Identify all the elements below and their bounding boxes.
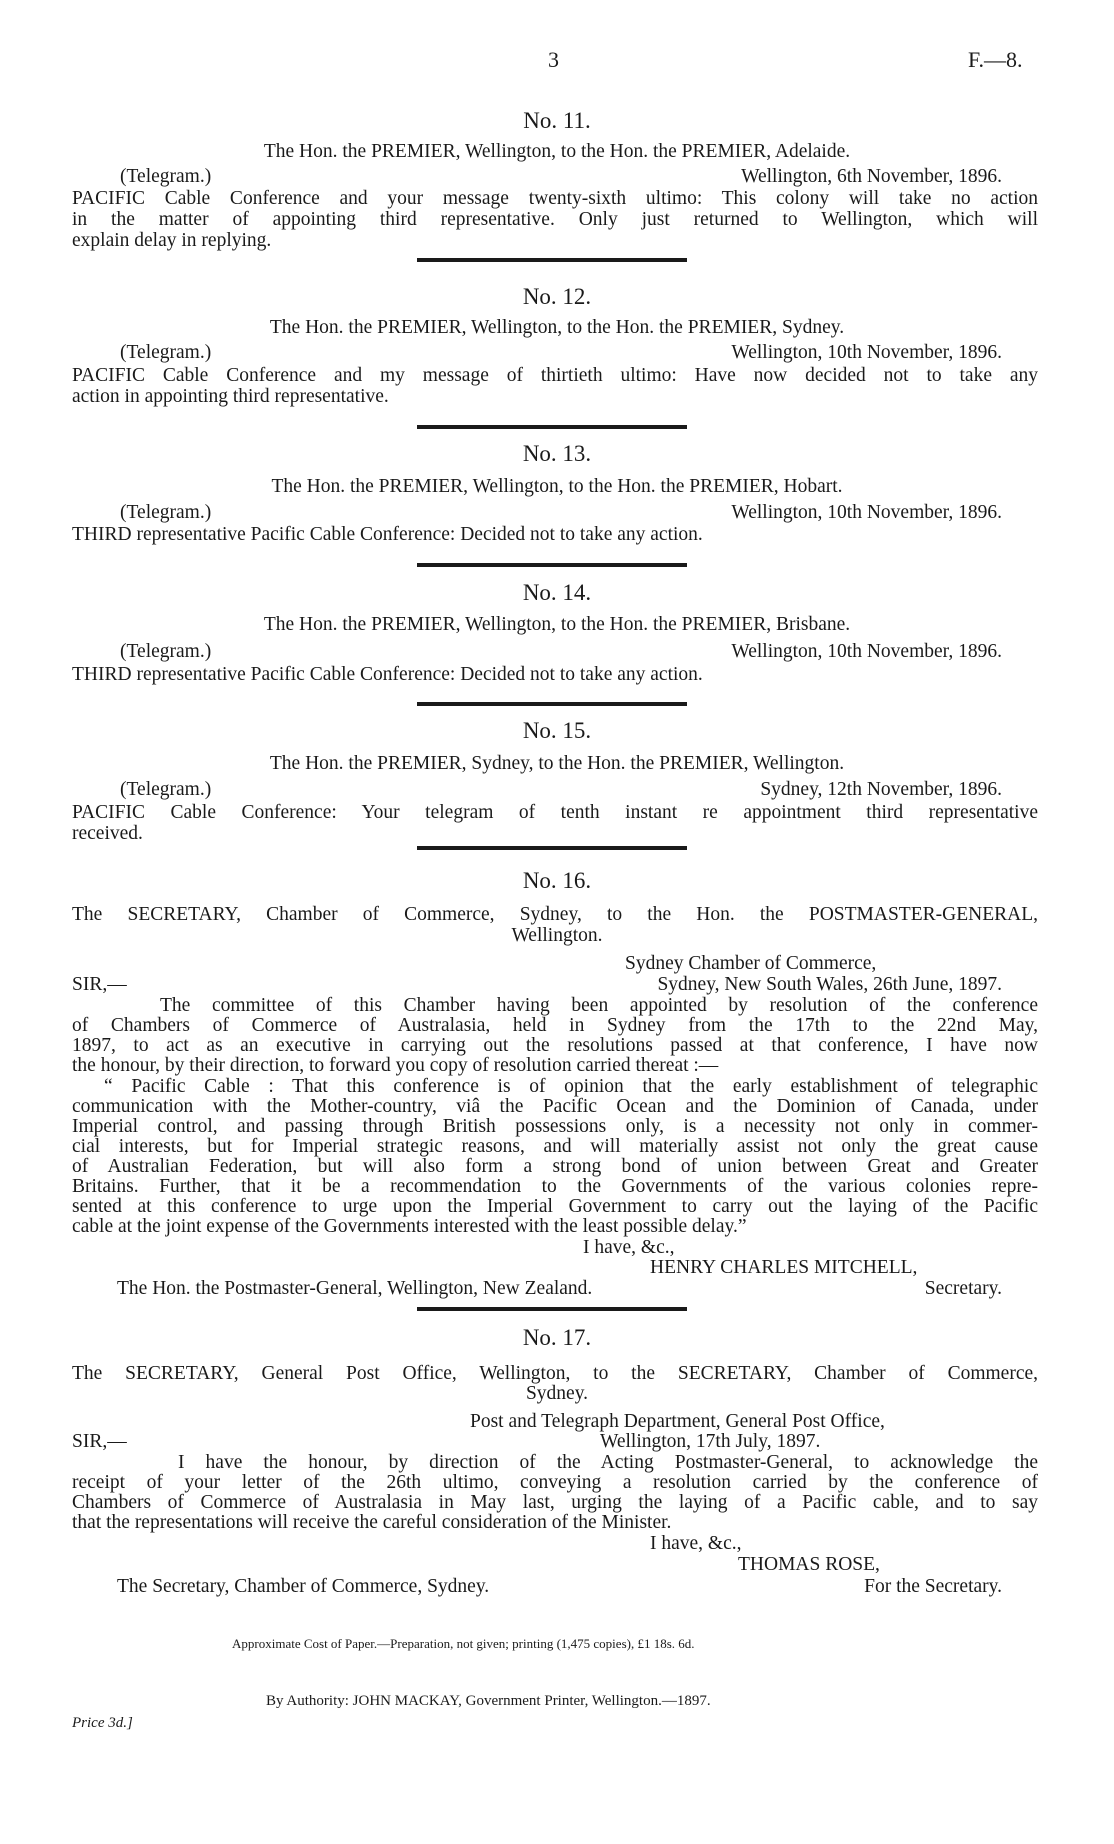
letter-from-to: The Hon. the PREMIER, Wellington, to the Hon. the PREMIER, Brisbane.	[263, 614, 851, 635]
letter-body-line: action in appointing third representative.	[72, 386, 389, 407]
letter-signature: THOMAS ROSE,	[738, 1554, 880, 1575]
letter-body-line: THIRD representative Pacific Cable Conference: Decided not to take any action.	[72, 524, 703, 545]
letter-from-to: Wellington.	[511, 925, 603, 946]
section-divider	[417, 702, 687, 706]
section-divider	[417, 563, 687, 567]
letter-heading: No. 12.	[522, 284, 592, 309]
letter-body-line: PACIFIC Cable Conference and my message of thirtieth ultimo: Have now decided not to take any	[72, 365, 1038, 386]
letter-body-line: explain delay in replying.	[72, 230, 272, 251]
letter-heading: No. 16.	[522, 868, 592, 893]
section-divider	[417, 846, 687, 850]
letter-body-line-quote: communication with the Mother-country, viâ the Pacific Ocean and the Dominion of Canada, under	[72, 1096, 1038, 1117]
letter-closing: I have, &c.,	[650, 1533, 742, 1554]
letter-type: (Telegram.)	[120, 166, 212, 187]
letter-body-line: THIRD representative Pacific Cable Conference: Decided not to take any action.	[72, 664, 703, 685]
letter-from-to: The SECRETARY, General Post Office, Wellington, to the SECRETARY, Chamber of Commerce,	[72, 1363, 1038, 1384]
letter-heading: No. 17.	[522, 1325, 592, 1350]
section-divider	[417, 258, 687, 262]
letter-body-line-quote: cial interests, but for Imperial strategic reasons, and will materially assist not only the great cause	[72, 1136, 1038, 1157]
letter-heading: No. 15.	[522, 718, 592, 743]
price-note: Price 3d.]	[72, 1715, 133, 1731]
letter-body-line: of Chambers of Commerce of Australasia, held in Sydney from the 17th to the 22nd May,	[72, 1015, 1038, 1036]
letter-body-line: that the representations will receive the careful consideration of the Minister.	[72, 1512, 672, 1533]
letter-salutation: SIR,—	[72, 974, 127, 995]
letter-body-line: 1897, to act as an executive in carrying out the resolutions passed at that conference, I have now	[72, 1035, 1038, 1056]
letter-addressee: The Secretary, Chamber of Commerce, Sydney.	[117, 1576, 490, 1597]
cost-note: Approximate Cost of Paper.—Preparation, not given; printing (1,475 copies), £1 18s. 6d.	[232, 1636, 695, 1651]
letter-body-line: Chambers of Commerce of Australasia in May last, urging the laying of a Pacific cable, and to say	[72, 1492, 1038, 1513]
letter-heading: No. 13.	[522, 441, 592, 466]
letter-body-line-quote: “ Pacific Cable : That this conference is of opinion that the early establishment of telegraphic	[104, 1076, 1038, 1097]
letter-body-line-quote: cable at the joint expense of the Governments interested with the least possible delay.”	[72, 1216, 747, 1237]
letter-closing: I have, &c.,	[583, 1237, 675, 1258]
letter-from-to: The Hon. the PREMIER, Wellington, to the Hon. the PREMIER, Sydney.	[269, 317, 845, 338]
letter-signature: HENRY CHARLES MITCHELL,	[650, 1257, 918, 1278]
letter-place-date: Wellington, 6th November, 1896.	[741, 166, 1002, 187]
section-divider	[417, 1307, 687, 1311]
letter-address: Sydney Chamber of Commerce,	[625, 953, 877, 974]
letter-signatory-title: For the Secretary.	[864, 1576, 1002, 1597]
letter-salutation: SIR,—	[72, 1431, 127, 1452]
page-number: 3	[548, 47, 559, 72]
letter-from-to: The Hon. the PREMIER, Wellington, to the Hon. the PREMIER, Hobart.	[271, 476, 843, 497]
letter-body-line: PACIFIC Cable Conference and your message twenty-sixth ultimo: This colony will take no action	[72, 188, 1038, 209]
letter-place-date: Wellington, 10th November, 1896.	[731, 641, 1002, 662]
letter-heading: No. 11.	[523, 108, 591, 133]
section-divider	[417, 425, 687, 429]
letter-place-date: Sydney, 12th November, 1896.	[760, 779, 1002, 800]
letter-body-line-quote: Britains. Further, that it be a recommendation to the Governments of the various colonies repre-	[72, 1176, 1038, 1197]
letter-signatory-title: Secretary.	[924, 1278, 1002, 1299]
printer-authority: By Authority: JOHN MACKAY, Government Printer, Wellington.—1897.	[266, 1693, 711, 1709]
letter-address: Wellington, 17th July, 1897.	[600, 1431, 821, 1452]
letter-from-to: The SECRETARY, Chamber of Commerce, Sydney, to the Hon. the POSTMASTER-GENERAL,	[72, 904, 1038, 925]
letter-body-line-quote: of Australian Federation, but will also form a strong bond of union between Great and Greater	[72, 1156, 1038, 1177]
letter-address: Post and Telegraph Department, General Post Office,	[470, 1411, 885, 1432]
letter-place-date: Wellington, 10th November, 1896.	[731, 502, 1002, 523]
letter-type: (Telegram.)	[120, 342, 212, 363]
letter-type: (Telegram.)	[120, 779, 212, 800]
letter-heading: No. 14.	[522, 580, 592, 605]
letter-body-line: received.	[72, 823, 143, 844]
letter-addressee: The Hon. the Postmaster-General, Wellington, New Zealand.	[117, 1278, 593, 1299]
paper-reference: F.—8.	[968, 47, 1023, 72]
letter-body-line: the honour, by their direction, to forward you copy of resolution carried thereat :—	[72, 1055, 719, 1076]
letter-body-line: I have the honour, by direction of the Acting Postmaster-General, to acknowledge the	[178, 1452, 1038, 1473]
letter-body-line: in the matter of appointing third representative. Only just returned to Wellington, which will	[72, 209, 1038, 230]
letter-from-to: Sydney.	[525, 1383, 589, 1404]
letter-type: (Telegram.)	[120, 502, 212, 523]
letter-body-line-quote: sented at this conference to urge upon the Imperial Government to carry out the laying of the Pacific	[72, 1196, 1038, 1217]
letter-address: Sydney, New South Wales, 26th June, 1897.	[657, 974, 1002, 995]
letter-body-line: PACIFIC Cable Conference: Your telegram of tenth instant re appointment third representative	[72, 802, 1038, 823]
letter-place-date: Wellington, 10th November, 1896.	[731, 342, 1002, 363]
letter-body-line-quote: Imperial control, and passing through British possessions only, is a necessity not only in commer-	[72, 1116, 1038, 1137]
letter-type: (Telegram.)	[120, 641, 212, 662]
letter-body-line: The committee of this Chamber having been appointed by resolution of the conference	[160, 995, 1038, 1016]
letter-from-to: The Hon. the PREMIER, Wellington, to the Hon. the PREMIER, Adelaide.	[263, 141, 851, 162]
letter-from-to: The Hon. the PREMIER, Sydney, to the Hon. the PREMIER, Wellington.	[269, 753, 845, 774]
letter-body-line: receipt of your letter of the 26th ultimo, conveying a resolution carried by the conference of	[72, 1472, 1038, 1493]
